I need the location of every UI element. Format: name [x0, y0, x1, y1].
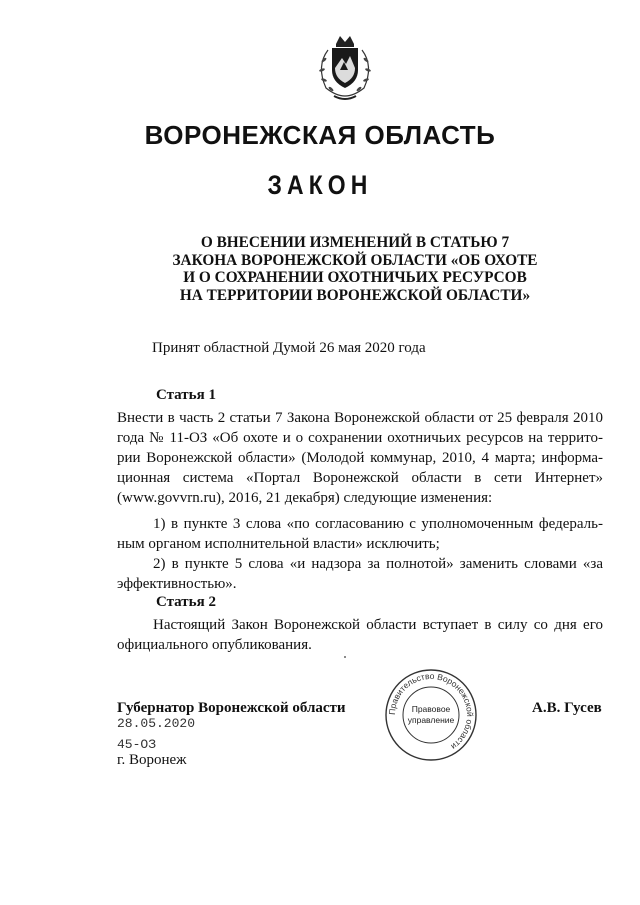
region-title: ВОРОНЕЖСКАЯ ОБЛАСТЬ [144, 120, 496, 150]
law-title-line: О ВНЕСЕНИИ ИЗМЕНЕНИЙ В СТАТЬЮ 7 [200, 234, 510, 251]
text-line: года № 11-ОЗ «Об охоте и о сохранении охотничьих ресурсов на террито- [117, 430, 603, 446]
adoption-note: Принят областной Думой 26 мая 2020 года [152, 340, 426, 356]
text-line: рии Воронежской области» (Молодой коммунар, 2010, 4 марта; информа- [117, 450, 603, 466]
scan-speck [344, 656, 346, 658]
law-title [0, 234, 640, 304]
voronezh-coat-of-arms-icon [306, 30, 384, 108]
signer-name: А.В. Гусев [532, 700, 602, 716]
text-line: (www.govvrn.ru), 2016, 21 декабря) следующие изменения: [117, 490, 493, 506]
text-line: 1) в пункте 3 слова «по согласованию с уполномоченным федераль- [153, 516, 603, 532]
law-title-line: ЗАКОНА ВОРОНЕЖСКОЙ ОБЛАСТИ «ОБ ОХОТЕ [172, 251, 538, 269]
text-line: Внести в часть 2 статьи 7 Закона Воронежской области от 25 февраля 2010 [117, 410, 603, 426]
stamp-inner-line-1: Правовое [411, 704, 451, 714]
signing-date: 28.05.2020 [117, 716, 196, 731]
text-line: ционная система «Портал Воронежской области в сети Интернет» [117, 470, 603, 486]
article-1-heading: Статья 1 [156, 387, 216, 403]
law-title-line: НА ТЕРРИТОРИИ ВОРОНЕЖСКОЙ ОБЛАСТИ» [179, 286, 531, 304]
article-1-item-1 [117, 514, 603, 554]
law-number: 45-ОЗ [117, 737, 157, 752]
official-stamp [384, 668, 478, 762]
stamp-inner-line-2: управление [407, 715, 455, 725]
text-line: эффективностью». [117, 576, 237, 592]
document-type: ЗАКОН [267, 170, 373, 200]
text-line: Настоящий Закон Воронежской области вступает в силу со дня его [153, 617, 603, 633]
signing-city: г. Воронеж [117, 752, 187, 768]
article-2-heading: Статья 2 [156, 594, 216, 610]
stamp-outer-text: Правительство Воронежской области [386, 670, 476, 752]
signer-position: Губернатор Воронежской области [117, 700, 346, 716]
article-1-item-2 [117, 554, 603, 594]
article-1-body [117, 408, 603, 508]
text-line: ным органом исполнительной власти» исключить; [117, 536, 440, 552]
text-line: 2) в пункте 5 слова «и надзора за полнотой» заменить словами «за [153, 556, 603, 572]
article-2-body [117, 615, 603, 655]
law-title-line: И О СОХРАНЕНИИ ОХОТНИЧЬИХ РЕСУРСОВ [183, 269, 527, 286]
text-line: официального опубликования. [117, 637, 312, 653]
